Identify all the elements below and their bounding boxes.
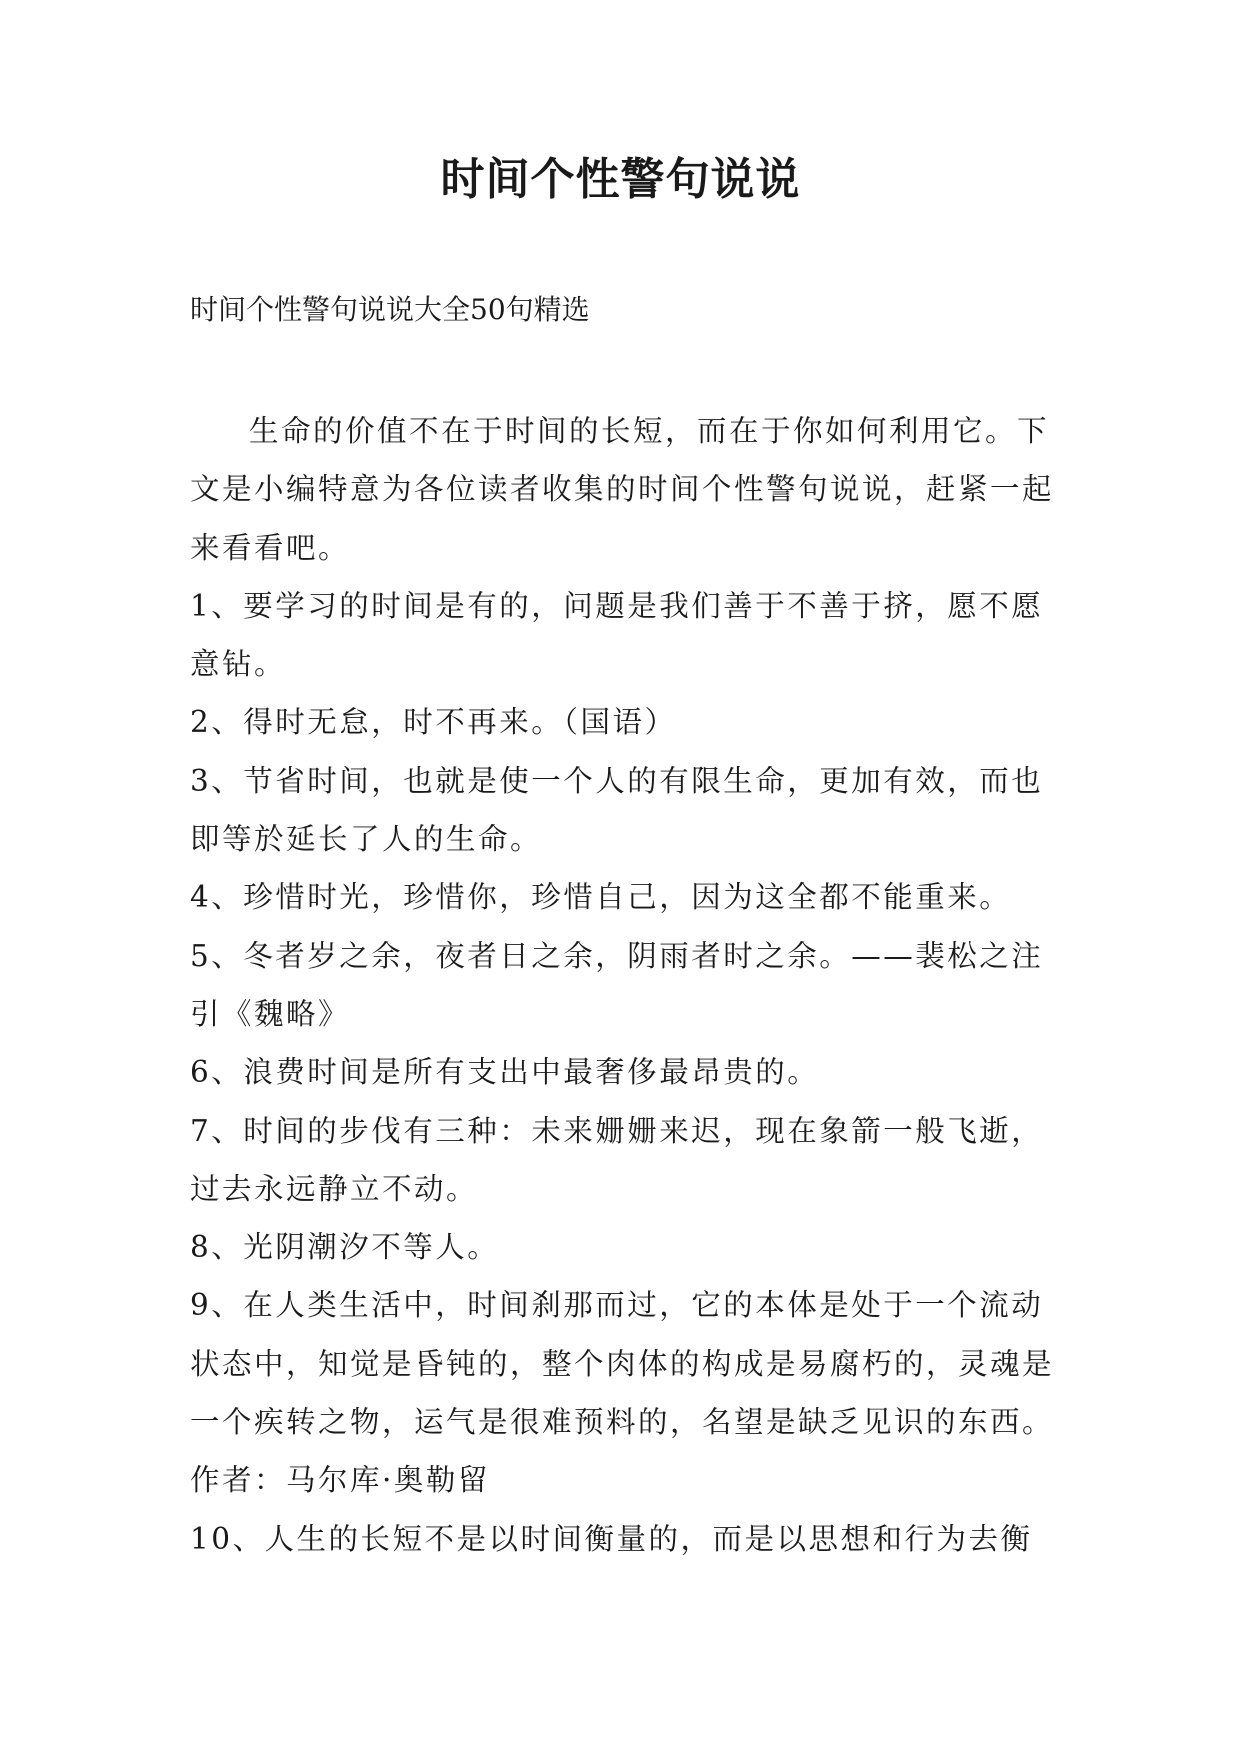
document-body xyxy=(190,402,1060,1568)
quote-item-6: 6、浪费时间是所有支出中最奢侈最昂贵的。 xyxy=(190,1055,820,1090)
quote-item-8: 8、光阴潮汐不等人。 xyxy=(190,1230,500,1265)
quote-item-9: 9、在人类生活中，时间刹那而过，它的本体是处于一个流动状态中，知觉是昏钝的，整个肉体的构成是易腐朽的，灵魂是一个疾转之物，运气是很难预料的，名望是缺乏见识的东西。作者：马尔库·奥勒留 xyxy=(190,1288,1055,1498)
quote-item-4: 4、珍惜时光，珍惜你，珍惜自己，因为这全都不能重来。 xyxy=(190,880,1012,915)
intro-paragraph: 生命的价值不在于时间的长短，而在于你如何利用它。下文是小编特意为各位读者收集的时间个性警句说说，赶紧一起来看看吧。 xyxy=(190,414,1055,565)
quote-item-3: 3、节省时间，也就是使一个人的有限生命，更加有效，而也即等於延长了人的生命。 xyxy=(190,763,1044,857)
document-title: 时间个性警句说说 xyxy=(440,154,801,205)
quote-item-5: 5、冬者岁之余，夜者日之余，阴雨者时之余。——裴松之注引《魏略》 xyxy=(190,938,1044,1031)
quote-item-7: 7、时间的步伐有三种：未来姗姗来迟，现在象箭一般飞逝，过去永远静立不动。 xyxy=(190,1113,1044,1206)
quote-item-2: 2、得时无怠，时不再来。（国语） xyxy=(190,705,677,740)
quote-item-10: 10、人生的长短不是以时间衡量的，而是以思想和行为去衡 xyxy=(190,1521,1033,1556)
quote-item-1: 1、要学习的时间是有的，问题是我们善于不善于挤，愿不愿意钻。 xyxy=(190,588,1044,682)
document-subtitle: 时间个性警句说说大全50句精选 xyxy=(190,293,590,326)
